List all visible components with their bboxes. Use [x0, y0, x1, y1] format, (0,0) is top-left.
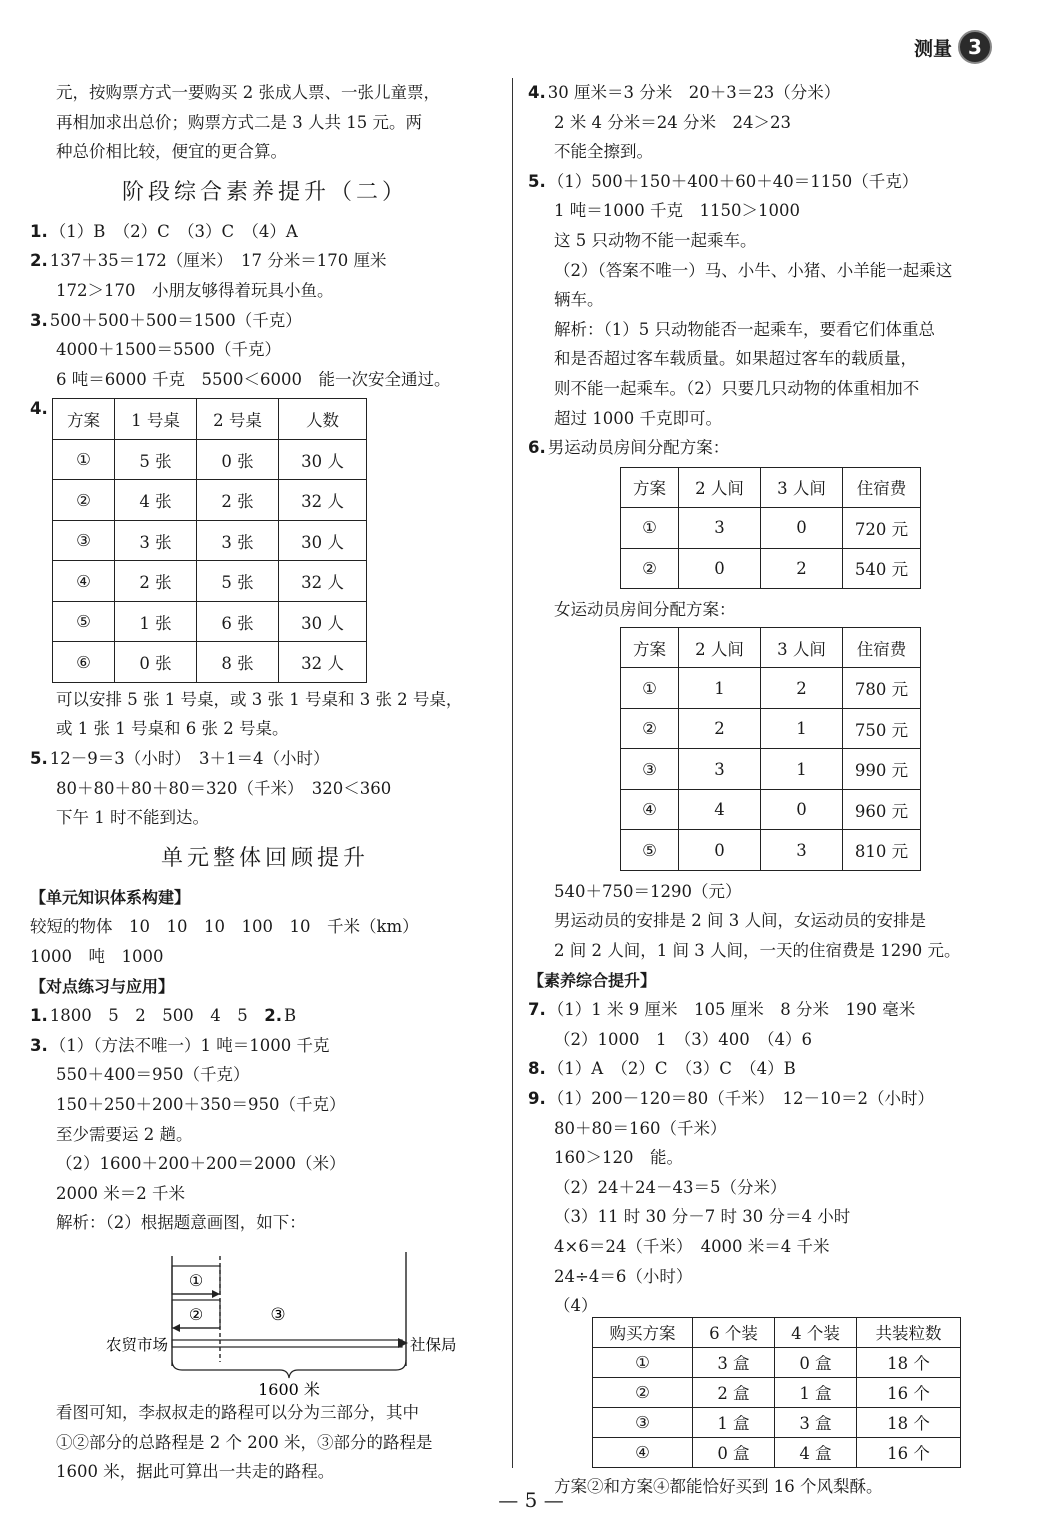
- end-place-label: 社保局: [410, 1335, 457, 1354]
- table-cell: ①: [53, 439, 115, 480]
- analysis-line: 和是否超过客车载质量。如果超过客车的载质量，: [554, 349, 917, 369]
- table-header-row: [53, 399, 367, 440]
- answer-line: 540＋750＝1290（元）: [554, 881, 742, 901]
- table-cell: ⑤: [621, 830, 679, 871]
- answer-line: （2）（答案不唯一）马、小牛、小猪、小羊能一起乘这: [554, 260, 953, 280]
- table-cell: ②: [621, 548, 679, 589]
- table-cell: 2: [679, 708, 761, 749]
- length-label: 1600 米: [258, 1379, 320, 1398]
- segment-2-label: ②: [188, 1304, 204, 1324]
- answer-line: 4000＋1500＝5500（千克）: [56, 340, 281, 360]
- table-cell: 3: [679, 749, 761, 790]
- table-row: [593, 1347, 961, 1377]
- table-row: [621, 749, 921, 790]
- table-header-cell: 2 人间: [679, 467, 761, 508]
- answer-line: 550＋400＝950（千克）: [56, 1065, 250, 1085]
- table-cell: ③: [53, 520, 115, 561]
- table-header-cell: 方案: [621, 467, 679, 508]
- table-cell: 960 元: [843, 789, 921, 830]
- table-cell: 1 盒: [693, 1407, 775, 1437]
- question-5-right: 5. （1）500＋150＋400＋60＋40＝1150（千克）: [528, 171, 919, 191]
- table-cell: 1: [761, 749, 843, 790]
- table-cell: 0 盒: [693, 1437, 775, 1467]
- table-cell: 16 个: [857, 1377, 961, 1407]
- analysis-line: 解析：（1）5 只动物能否一起乘车，要看它们体重总: [554, 319, 935, 339]
- table-cell: ④: [53, 561, 115, 602]
- table-cell: 4: [679, 789, 761, 830]
- table-cell: ③: [621, 749, 679, 790]
- section-title-unit-review: 单元整体回顾提升: [160, 845, 369, 871]
- answer-line: 可以安排 5 张 1 号桌，或 3 张 1 号桌和 3 张 2 号桌，: [56, 689, 463, 709]
- segment-3-label: ③: [270, 1304, 286, 1325]
- page-number: — 5 —: [498, 1488, 564, 1512]
- segment-2-arrowhead: [172, 1324, 180, 1332]
- table-header-cell: 购买方案: [593, 1317, 693, 1347]
- table-row: [593, 1437, 961, 1467]
- table-cell: 5 张: [197, 561, 279, 602]
- practice-1-2: 1. 1800 5 2 500 4 5 2. B: [30, 1006, 297, 1026]
- table-row: [53, 601, 367, 642]
- table-cell: 8 张: [197, 642, 279, 683]
- tag-knowledge-system: 【单元知识体系构建】: [30, 887, 191, 907]
- analysis-line: 1600 米，据此可算出一共走的路程。: [56, 1462, 335, 1482]
- intro-line: 种总价相比较，便宜的更合算。: [56, 142, 287, 162]
- table-cell: ②: [621, 708, 679, 749]
- right-column: [528, 78, 998, 1501]
- answer-line: 辆车。: [554, 290, 604, 310]
- route-diagram: [30, 1238, 500, 1398]
- left-column: [30, 78, 500, 1487]
- table-row: [53, 520, 367, 561]
- analysis-line: 解析：（2）根据题意画图，如下：: [56, 1213, 306, 1233]
- answer-line: 这 5 只动物不能一起乘车。: [554, 230, 757, 250]
- table-cell: 4 张: [115, 480, 197, 521]
- table-row: [621, 708, 921, 749]
- table-cell: 32 人: [279, 642, 367, 683]
- table-cell: 3 张: [197, 520, 279, 561]
- table-cell: 810 元: [843, 830, 921, 871]
- table-cell: 3: [679, 508, 761, 549]
- table-cell: 780 元: [843, 668, 921, 709]
- table-cell: 1 张: [115, 601, 197, 642]
- header-number-badge: 3: [958, 30, 992, 64]
- table-cell: 0: [761, 508, 843, 549]
- question-4-right: 4. 30 厘米＝3 分米 20＋3＝23（分米）: [528, 83, 841, 102]
- table-cell: 32 人: [279, 561, 367, 602]
- table-cell: 30 人: [279, 601, 367, 642]
- analysis-line: 看图可知，李叔叔走的路程可以分为三部分，其中: [56, 1402, 419, 1422]
- answer-line: （4）: [554, 1296, 598, 1316]
- answer-line: 至少需要运 2 趟。: [56, 1124, 193, 1144]
- answer-line: 或 1 张 1 号桌和 6 张 2 号桌。: [56, 719, 289, 739]
- table-cell: ⑥: [53, 642, 115, 683]
- answer-line: 2 米 4 分米＝24 分米 24＞23: [554, 112, 791, 132]
- table-cell: ⑤: [53, 601, 115, 642]
- table-header-cell: 住宿费: [843, 467, 921, 508]
- table-male-rooms: [620, 467, 921, 590]
- length-brace: [172, 1360, 406, 1378]
- question-7: 7. （1）1 米 9 厘米 105 厘米 8 分米 190 毫米: [528, 1000, 916, 1020]
- table-desk-plan: [52, 398, 367, 683]
- table-header-cell: 6 个装: [693, 1317, 775, 1347]
- question-6: 6. 男运动员房间分配方案：: [528, 438, 730, 458]
- answer-line: 80＋80＋80＋80＝320（千米） 320＜360: [56, 778, 392, 798]
- table-row: [53, 439, 367, 480]
- table-header-cell: 方案: [621, 627, 679, 668]
- route-diagram-svg: [30, 1238, 500, 1398]
- answer-line: 80＋80＝160（千米）: [554, 1118, 727, 1138]
- table-cell: 30 人: [279, 520, 367, 561]
- table-row: [621, 789, 921, 830]
- table-cell: ①: [621, 668, 679, 709]
- table-header-cell: 2 号桌: [197, 399, 279, 440]
- table-row: [593, 1407, 961, 1437]
- tag-literacy: 【素养综合提升】: [528, 970, 657, 990]
- table-header-row: [621, 467, 921, 508]
- table-cell: 0 张: [115, 642, 197, 683]
- analysis-line: 则不能一起乘车。（2）只要几只动物的体重相加不: [554, 378, 920, 398]
- table-cell: 0: [761, 789, 843, 830]
- analysis-line: 超过 1000 千克即可。: [554, 408, 722, 428]
- answer-line: 下午 1 时不能到达。: [56, 808, 209, 828]
- table-row: [53, 642, 367, 683]
- table-row: [53, 561, 367, 602]
- question-2: 2. 137＋35＝172（厘米） 17 分米＝170 厘米: [30, 251, 387, 271]
- table-cell: 6 张: [197, 601, 279, 642]
- answer-line: （3）11 时 30 分－7 时 30 分＝4 小时: [554, 1207, 851, 1227]
- start-place-label: 农贸市场: [105, 1335, 168, 1354]
- table-purchase-plan: [592, 1317, 961, 1468]
- table-cell: 0 张: [197, 439, 279, 480]
- table-header-cell: 住宿费: [843, 627, 921, 668]
- answer-line: 160＞120 能。: [554, 1148, 683, 1168]
- answer-line: （2）24＋24－43＝5（分米）: [554, 1177, 787, 1197]
- table-header-cell: 4 个装: [775, 1317, 857, 1347]
- table-cell: ①: [593, 1347, 693, 1377]
- segment-1-label: ①: [188, 1270, 204, 1290]
- answer-line: 2 间 2 人间，1 间 3 人间，一天的住宿费是 1290 元。: [554, 941, 961, 960]
- table-cell: ②: [53, 480, 115, 521]
- female-intro: 女运动员房间分配方案：: [554, 600, 736, 620]
- table-cell: ③: [593, 1407, 693, 1437]
- answer-line: 150＋250＋200＋350＝950（千克）: [56, 1094, 346, 1114]
- answer-line: 较短的物体 10 10 10 100 10 千米（km）: [30, 917, 419, 937]
- answer-line: 不能全擦到。: [554, 142, 653, 162]
- table-cell: 2: [761, 668, 843, 709]
- table-row: [593, 1377, 961, 1407]
- answer-line: 方案②和方案④都能恰好买到 16 个风梨酥。: [554, 1476, 883, 1496]
- table-cell: 16 个: [857, 1437, 961, 1467]
- table-header-cell: 2 人间: [679, 627, 761, 668]
- question-5: 5. 12－9＝3（小时） 3＋1＝4（小时）: [30, 749, 330, 769]
- page-header: [914, 30, 992, 64]
- table-cell: 2 张: [115, 561, 197, 602]
- answer-line: 172＞170 小朋友够得着玩具小鱼。: [56, 280, 334, 300]
- table-cell: ①: [621, 508, 679, 549]
- header-title: 测量: [913, 37, 952, 60]
- table-cell: 720 元: [843, 508, 921, 549]
- table-cell: 1 盒: [775, 1377, 857, 1407]
- question-3: 3. 500＋500＋500＝1500（千克）: [30, 310, 302, 330]
- table-cell: 2: [761, 548, 843, 589]
- question-8: 8. （1）A （2）C （3）C （4）B: [528, 1059, 796, 1079]
- table-header-cell: 人数: [279, 399, 367, 440]
- analysis-line: ①②部分的总路程是 2 个 200 米，③部分的路程是: [56, 1432, 433, 1452]
- section-title-stage: 阶段综合素养提升（二）: [121, 179, 408, 205]
- table-header-cell: 3 人间: [761, 467, 843, 508]
- table-cell: 3 盒: [693, 1347, 775, 1377]
- table-row: [621, 508, 921, 549]
- segment-3-bar: [172, 1340, 402, 1347]
- table-cell: ④: [621, 789, 679, 830]
- table-female-rooms: [620, 627, 921, 871]
- table-header-cell: 方案: [53, 399, 115, 440]
- question-1: 1. （1）B （2）C （3）C （4）A: [30, 221, 298, 241]
- table-header-cell: 1 号桌: [115, 399, 197, 440]
- table-cell: 3: [761, 830, 843, 871]
- segment-1-arrowhead: [212, 1290, 220, 1298]
- answer-line: 1000 吨 1000: [30, 947, 164, 966]
- question-9: 9. （1）200－120＝80（千米） 12－10＝2（小时）: [528, 1088, 934, 1108]
- table-header-row: [593, 1317, 961, 1347]
- table-cell: ④: [593, 1437, 693, 1467]
- answer-line: （2）1000 1 （3）400 （4）6: [554, 1029, 812, 1049]
- table-cell: 3 盒: [775, 1407, 857, 1437]
- answer-line: 1 吨＝1000 千克 1150＞1000: [554, 201, 800, 221]
- table-cell: 18 个: [857, 1407, 961, 1437]
- column-divider: [512, 78, 513, 1468]
- table-cell: 750 元: [843, 708, 921, 749]
- answer-line: 男运动员的安排是 2 间 3 人间，女运动员的安排是: [554, 911, 926, 931]
- table-cell: 3 张: [115, 520, 197, 561]
- answer-line: 2000 米＝2 千米: [56, 1183, 185, 1203]
- answer-line: 4×6＝24（千米） 4000 米＝4 千米: [554, 1236, 830, 1256]
- answer-line: 24÷4＝6（小时）: [554, 1266, 693, 1286]
- table-cell: 18 个: [857, 1347, 961, 1377]
- table-cell: 0: [679, 548, 761, 589]
- table-header-row: [621, 627, 921, 668]
- practice-3: 3. （1）（方法不唯一）1 吨＝1000 千克: [30, 1035, 330, 1055]
- table-cell: 1: [761, 708, 843, 749]
- table-cell: 0: [679, 830, 761, 871]
- table-row: [621, 668, 921, 709]
- table-row: [621, 830, 921, 871]
- intro-line: 再相加求出总价；购票方式二是 3 人共 15 元。两: [56, 112, 422, 132]
- table-header-cell: 3 人间: [761, 627, 843, 668]
- tag-practice: 【对点练习与应用】: [30, 976, 175, 996]
- intro-line: 元，按购票方式一要购买 2 张成人票、一张儿童票，: [56, 83, 440, 102]
- table-cell: 4 盒: [775, 1437, 857, 1467]
- table-cell: 2 盒: [693, 1377, 775, 1407]
- answer-line: 6 吨＝6000 千克 5500＜6000 能一次安全通过。: [56, 369, 451, 389]
- table-cell: 540 元: [843, 548, 921, 589]
- table-cell: 1: [679, 668, 761, 709]
- table-cell: ②: [593, 1377, 693, 1407]
- table-cell: 0 盒: [775, 1347, 857, 1377]
- table-header-cell: 共装粒数: [857, 1317, 961, 1347]
- table-cell: 2 张: [197, 480, 279, 521]
- question-4: 4. 方案 1 号桌 2 号桌 人数 ① 5 张 0 张 30 人 ② 4 张 2 张 32 人 ③ 3 张 3 张 30 人 ④ 2 张 5 张 32 人 ⑤ 1 张 6 张 30 人 ⑥ 0 张 8 张 32 人: [30, 394, 500, 683]
- table-cell: 30 人: [279, 439, 367, 480]
- table-row: [53, 480, 367, 521]
- table-cell: 990 元: [843, 749, 921, 790]
- table-cell: 5 张: [115, 439, 197, 480]
- table-row: [621, 548, 921, 589]
- table-cell: 32 人: [279, 480, 367, 521]
- answer-line: （2）1600＋200＋200＝2000（米）: [56, 1154, 346, 1174]
